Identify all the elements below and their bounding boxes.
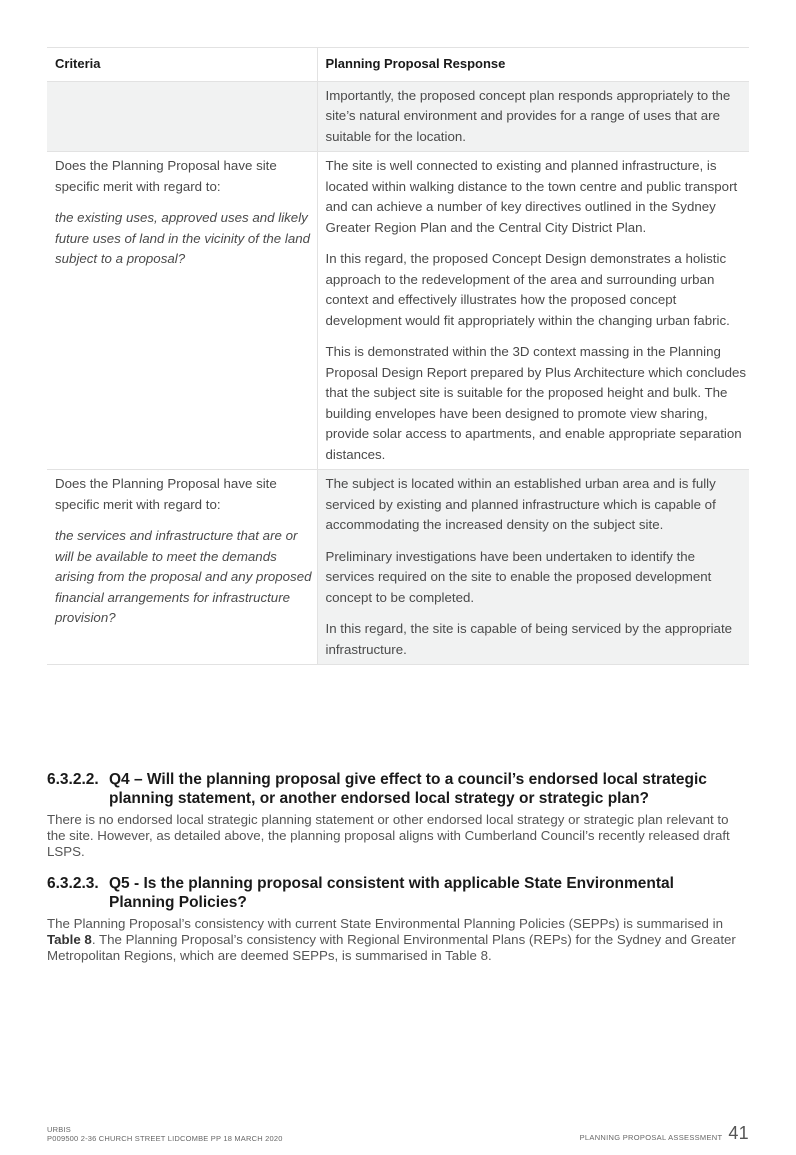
section-q4-body: There is no endorsed local strategic planning statement or other endorsed local strategy or strategic plan relevant to the site. However, as detailed above, the planning proposal aligns with Cumberland Council’s recently released draft LSPS. — [47, 812, 730, 859]
page-number: 41 — [728, 1123, 749, 1143]
footer-company: URBIS — [47, 1125, 71, 1134]
section-q5-body — [47, 916, 747, 964]
criteria-italic: the existing uses, approved uses and likely future uses of land in the vicinity of the land subject to a proposal? — [55, 210, 311, 266]
section-q4-heading — [47, 770, 747, 808]
footer-left — [47, 1125, 283, 1143]
section-q4-title: Q4 – Will the planning proposal give effect to a council’s endorsed local strategic planning statement, or another endorsed local strategy or strategic plan? — [109, 771, 707, 807]
section-q5-title: Q5 - Is the planning proposal consistent with applicable State Environmental Planning Policies? — [109, 875, 674, 911]
footer-right — [580, 1124, 749, 1142]
criteria-cell — [47, 152, 317, 470]
section-q5-body-part1: The Planning Proposal’s consistency with current State Environmental Planning Policies (SEPPs) is summarised in — [47, 916, 723, 931]
response-paragraph: In this regard, the site is capable of being serviced by the appropriate infrastructure. — [325, 621, 733, 657]
response-paragraph: This is demonstrated within the 3D context massing in the Planning Proposal Design Report prepared by Plus Architecture which concludes that the subject site is suitable for the proposed height and bulk. The building envelopes have been designed to promote view sharing, provide solar access to apartments, and enable appropriate separation distances. — [325, 344, 747, 462]
section-q5-number: 6.3.2.3. — [47, 875, 99, 892]
response-cell — [317, 470, 749, 665]
table-row — [47, 152, 749, 470]
table-8-reference: Table 8 — [47, 932, 92, 947]
response-cell — [317, 152, 749, 470]
criteria-lead: Does the Planning Proposal have site specific merit with regard to: — [55, 476, 277, 512]
response-paragraph: In this regard, the proposed Concept Design demonstrates a holistic approach to the redevelopment of the area and surrounding urban context and effectively illustrates how the proposed concept development would fit appropriately within the changing urban fabric. — [325, 251, 730, 328]
response-paragraph: The subject is located within an established urban area and is fully serviced by existing and planned infrastructure which is capable of accommodating the increased density on the subject site. — [325, 476, 716, 532]
table-row — [47, 81, 749, 152]
section-q5-body-part2: . The Planning Proposal’s consistency with Regional Environmental Plans (REPs) for the Sydney and Greater Metropolitan Regions, which are deemed SEPPs, is summarised in Table 8. — [47, 932, 736, 963]
criteria-lead: Does the Planning Proposal have site specific merit with regard to: — [55, 158, 277, 194]
footer-doc-title: PLANNING PROPOSAL ASSESSMENT — [579, 1133, 723, 1142]
header-response: Planning Proposal Response — [317, 48, 749, 82]
criteria-italic: the services and infrastructure that are or will be available to meet the demands arising from the proposal and any proposed financial arrangements for infrastructure provision? — [55, 528, 312, 625]
criteria-cell — [47, 470, 317, 665]
response-paragraph: Importantly, the proposed concept plan responds appropriately to the site’s natural environment and provides for a range of uses that are suitable for the location. — [325, 87, 731, 144]
response-cell — [317, 81, 749, 152]
section-q5-heading — [47, 874, 747, 912]
criteria-table — [47, 47, 749, 665]
footer-reference: P009500 2-36 CHURCH STREET LIDCOMBE PP 18 MARCH 2020 — [47, 1134, 283, 1143]
table-header-row — [47, 48, 749, 82]
response-paragraph: Preliminary investigations have been undertaken to identify the services required on the site to enable the proposed development concept to be completed. — [325, 548, 712, 605]
section-q4-number: 6.3.2.2. — [47, 771, 99, 788]
header-criteria: Criteria — [47, 48, 317, 82]
table-row — [47, 470, 749, 665]
criteria-cell — [47, 81, 317, 152]
response-paragraph: The site is well connected to existing and planned infrastructure, is located within walking distance to the town centre and public transport and can achieve a number of key directives outlined in the Sydney Greater Region Plan and the Central City District Plan. — [325, 158, 738, 235]
